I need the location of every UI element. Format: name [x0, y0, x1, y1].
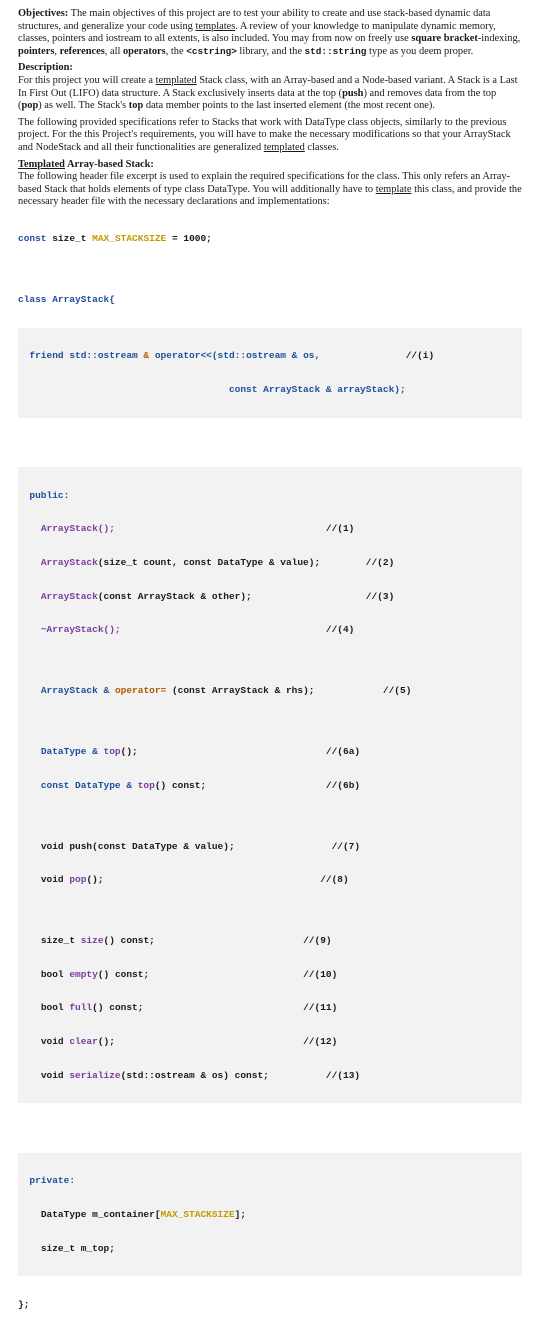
array-stack-paragraph	[18, 171, 522, 209]
code-line	[18, 350, 522, 361]
code-token: ~ArrayStack();	[40, 624, 121, 636]
templated-link[interactable]: templated	[155, 74, 197, 86]
code-line	[18, 935, 522, 946]
code-token: pop	[69, 874, 87, 886]
code-comment: //(11)	[303, 1002, 338, 1014]
code-line	[18, 1070, 522, 1081]
objectives-text: type as you deem proper.	[366, 45, 474, 57]
code-line	[18, 1299, 522, 1310]
description-text: For this project you will create a	[18, 74, 156, 86]
code-token: bool	[40, 968, 70, 980]
objectives-bold: pointers	[18, 45, 55, 57]
code-token: top	[103, 746, 121, 758]
code-token: };	[18, 1298, 30, 1310]
code-token: class	[18, 294, 47, 306]
template-link[interactable]: template	[375, 183, 412, 195]
code-token: ArrayStack &	[40, 685, 115, 697]
code-token: (size_t count, const DataType & value);	[97, 556, 321, 568]
code-token: empty	[69, 968, 98, 980]
code-token: ();	[86, 874, 104, 886]
description-text: ) as well. The Stack's	[38, 100, 129, 112]
code-token: clear	[69, 1036, 98, 1048]
code-token: const ArrayStack & arrayStack);	[228, 383, 406, 395]
code-line	[18, 780, 522, 791]
array-stack-heading	[18, 159, 522, 172]
code-token: MAX_STACKSIZE	[92, 233, 167, 245]
friend-block	[18, 328, 522, 418]
code-token: ];	[234, 1209, 247, 1221]
code-token: ();	[120, 746, 138, 758]
templates-link[interactable]: templates	[195, 20, 236, 32]
code-comment: //(6b)	[325, 779, 361, 791]
code-token: (const ArrayStack & rhs);	[166, 685, 315, 697]
description-heading: Description:	[18, 62, 73, 74]
code-token: ArrayStack	[40, 556, 98, 568]
code-token: operator<<	[154, 350, 212, 362]
code-token: ArrayStack	[40, 590, 98, 602]
code-line	[18, 1209, 522, 1220]
code-token: void	[40, 1069, 70, 1081]
code-comment: //(12)	[303, 1036, 338, 1048]
code-token: MAX_STACKSIZE	[160, 1209, 235, 1221]
objectives-bold: square bracket	[411, 33, 478, 45]
code-token: DataType &	[40, 746, 104, 758]
code-line	[18, 1002, 522, 1013]
heading-text: Array-based Stack:	[64, 158, 154, 170]
objectives-text: , all	[104, 45, 123, 57]
code-token: ();	[97, 1036, 115, 1048]
array-text: The following header file excerpt is used to explain the required specifications for the class. This only refers an Array-based Stack that holds elements of type class DataType. You will additionally have to	[18, 171, 511, 195]
code-comment: //(4)	[325, 624, 355, 636]
code-token: (std::ostream & os) const;	[120, 1069, 269, 1081]
code-line	[18, 233, 522, 244]
public-block	[18, 467, 522, 1103]
code-line	[18, 874, 522, 885]
code-token: size	[80, 935, 104, 947]
code-line	[18, 624, 522, 635]
description-bold: pop	[21, 100, 39, 112]
code-comment: //(6a)	[325, 746, 361, 758]
objectives-bold: operators	[122, 45, 166, 57]
description-bold: push	[342, 87, 364, 99]
code-comment: //(5)	[382, 685, 412, 697]
code-token: operator=	[114, 685, 167, 697]
inline-code: std::string	[304, 45, 367, 57]
code-comment: //(7)	[331, 840, 361, 852]
code-token: const DataType &	[40, 779, 138, 791]
code-token: ArrayStack();	[40, 523, 115, 535]
code-line	[18, 294, 522, 305]
code-token: top	[137, 779, 155, 791]
code-token: void	[40, 874, 70, 886]
private-block	[18, 1153, 522, 1276]
code-token: size_t	[40, 935, 81, 947]
objectives-text: The main objectives of this project are to test your ability to create and use stack-based dynamic data structures, and generalize your code using	[18, 8, 491, 32]
code-token: () const;	[154, 779, 207, 791]
code-line	[18, 685, 522, 696]
code-token: (const ArrayStack & other);	[97, 590, 252, 602]
code-token: () const;	[92, 1002, 144, 1014]
code-line	[18, 490, 522, 501]
code-comment: //(13)	[325, 1069, 361, 1081]
code-token: &	[137, 350, 155, 362]
objectives-text: , the	[165, 45, 187, 57]
description-text: classes.	[304, 141, 339, 153]
code-token: public:	[29, 489, 70, 501]
code-listing	[18, 211, 522, 1332]
code-comment: //(2)	[365, 556, 395, 568]
code-token: serialize	[69, 1069, 121, 1081]
objectives-text: . A review of your knowledge to manipulate dynamic memory, classes, pointers and iostream to all extents, is also included. You may from now on freely use	[18, 20, 496, 45]
code-comment: //(3)	[365, 590, 395, 602]
code-token: size_t m_top;	[40, 1242, 115, 1254]
objectives-text: library, and the	[236, 45, 305, 57]
code-line	[18, 1243, 522, 1254]
code-line	[18, 557, 522, 568]
code-token: (std::ostream & os,	[211, 350, 321, 362]
objectives-text: ,	[54, 45, 60, 57]
code-line	[18, 746, 522, 757]
objectives-text: -indexing,	[477, 33, 521, 45]
code-token: () const;	[103, 935, 155, 947]
description-paragraph-1	[18, 75, 522, 113]
code-comment: //(8)	[320, 874, 349, 886]
code-comment: //(9)	[303, 935, 332, 947]
code-line	[18, 1036, 522, 1047]
description-bold: top	[128, 100, 144, 112]
code-line	[18, 841, 522, 852]
code-token: = 1000;	[166, 233, 212, 245]
code-token: private:	[29, 1175, 76, 1187]
code-comment: //(i)	[405, 350, 435, 362]
description-paragraph-2	[18, 117, 522, 155]
code-line	[18, 523, 522, 534]
code-comment: //(1)	[325, 523, 355, 535]
code-token: full	[69, 1002, 93, 1014]
description-text: ) and removes data from the top (	[18, 87, 497, 112]
description-text: data member points to the last inserted element (the most recent one).	[143, 100, 435, 112]
code-token: size_t	[52, 233, 87, 245]
array-text: this class, and provide the necessary header file with the necessary declarations and implementations:	[18, 183, 522, 208]
code-token: void push(const DataType & value);	[40, 840, 235, 852]
code-token: friend std::ostream	[29, 350, 138, 362]
objectives-bold: references	[59, 45, 105, 57]
description-text: The following provided specifications refer to Stacks that work with DataType class objects, similarly to the previous project. For the this Project's requirements, you will have to make the necessary modifications so that your ArrayStack and NodeStack and all their functionalities are generalized	[18, 116, 511, 153]
code-token: void	[40, 1036, 70, 1048]
code-line	[18, 1175, 522, 1186]
code-token: ArrayStack{	[52, 294, 115, 306]
code-comment: //(10)	[303, 968, 338, 980]
code-line	[18, 969, 522, 980]
templated-link[interactable]: templated	[263, 141, 305, 153]
code-token: () const;	[97, 968, 150, 980]
code-line	[18, 384, 522, 395]
code-token: bool	[40, 1002, 70, 1014]
objectives-label: Objectives:	[18, 8, 69, 19]
objectives-paragraph	[18, 8, 522, 58]
code-token: const	[18, 233, 47, 245]
code-token: DataType m_container[	[40, 1209, 161, 1221]
code-line	[18, 591, 522, 602]
inline-code: <cstring>	[186, 45, 237, 57]
description-text: Stack class, with an Array-based and a Node-based variant. A Stack is a Last In First Out (LIFO) data structure. A Stack exclusively inserts data at the top (	[18, 74, 518, 99]
templated-link[interactable]: Templated	[18, 158, 65, 170]
